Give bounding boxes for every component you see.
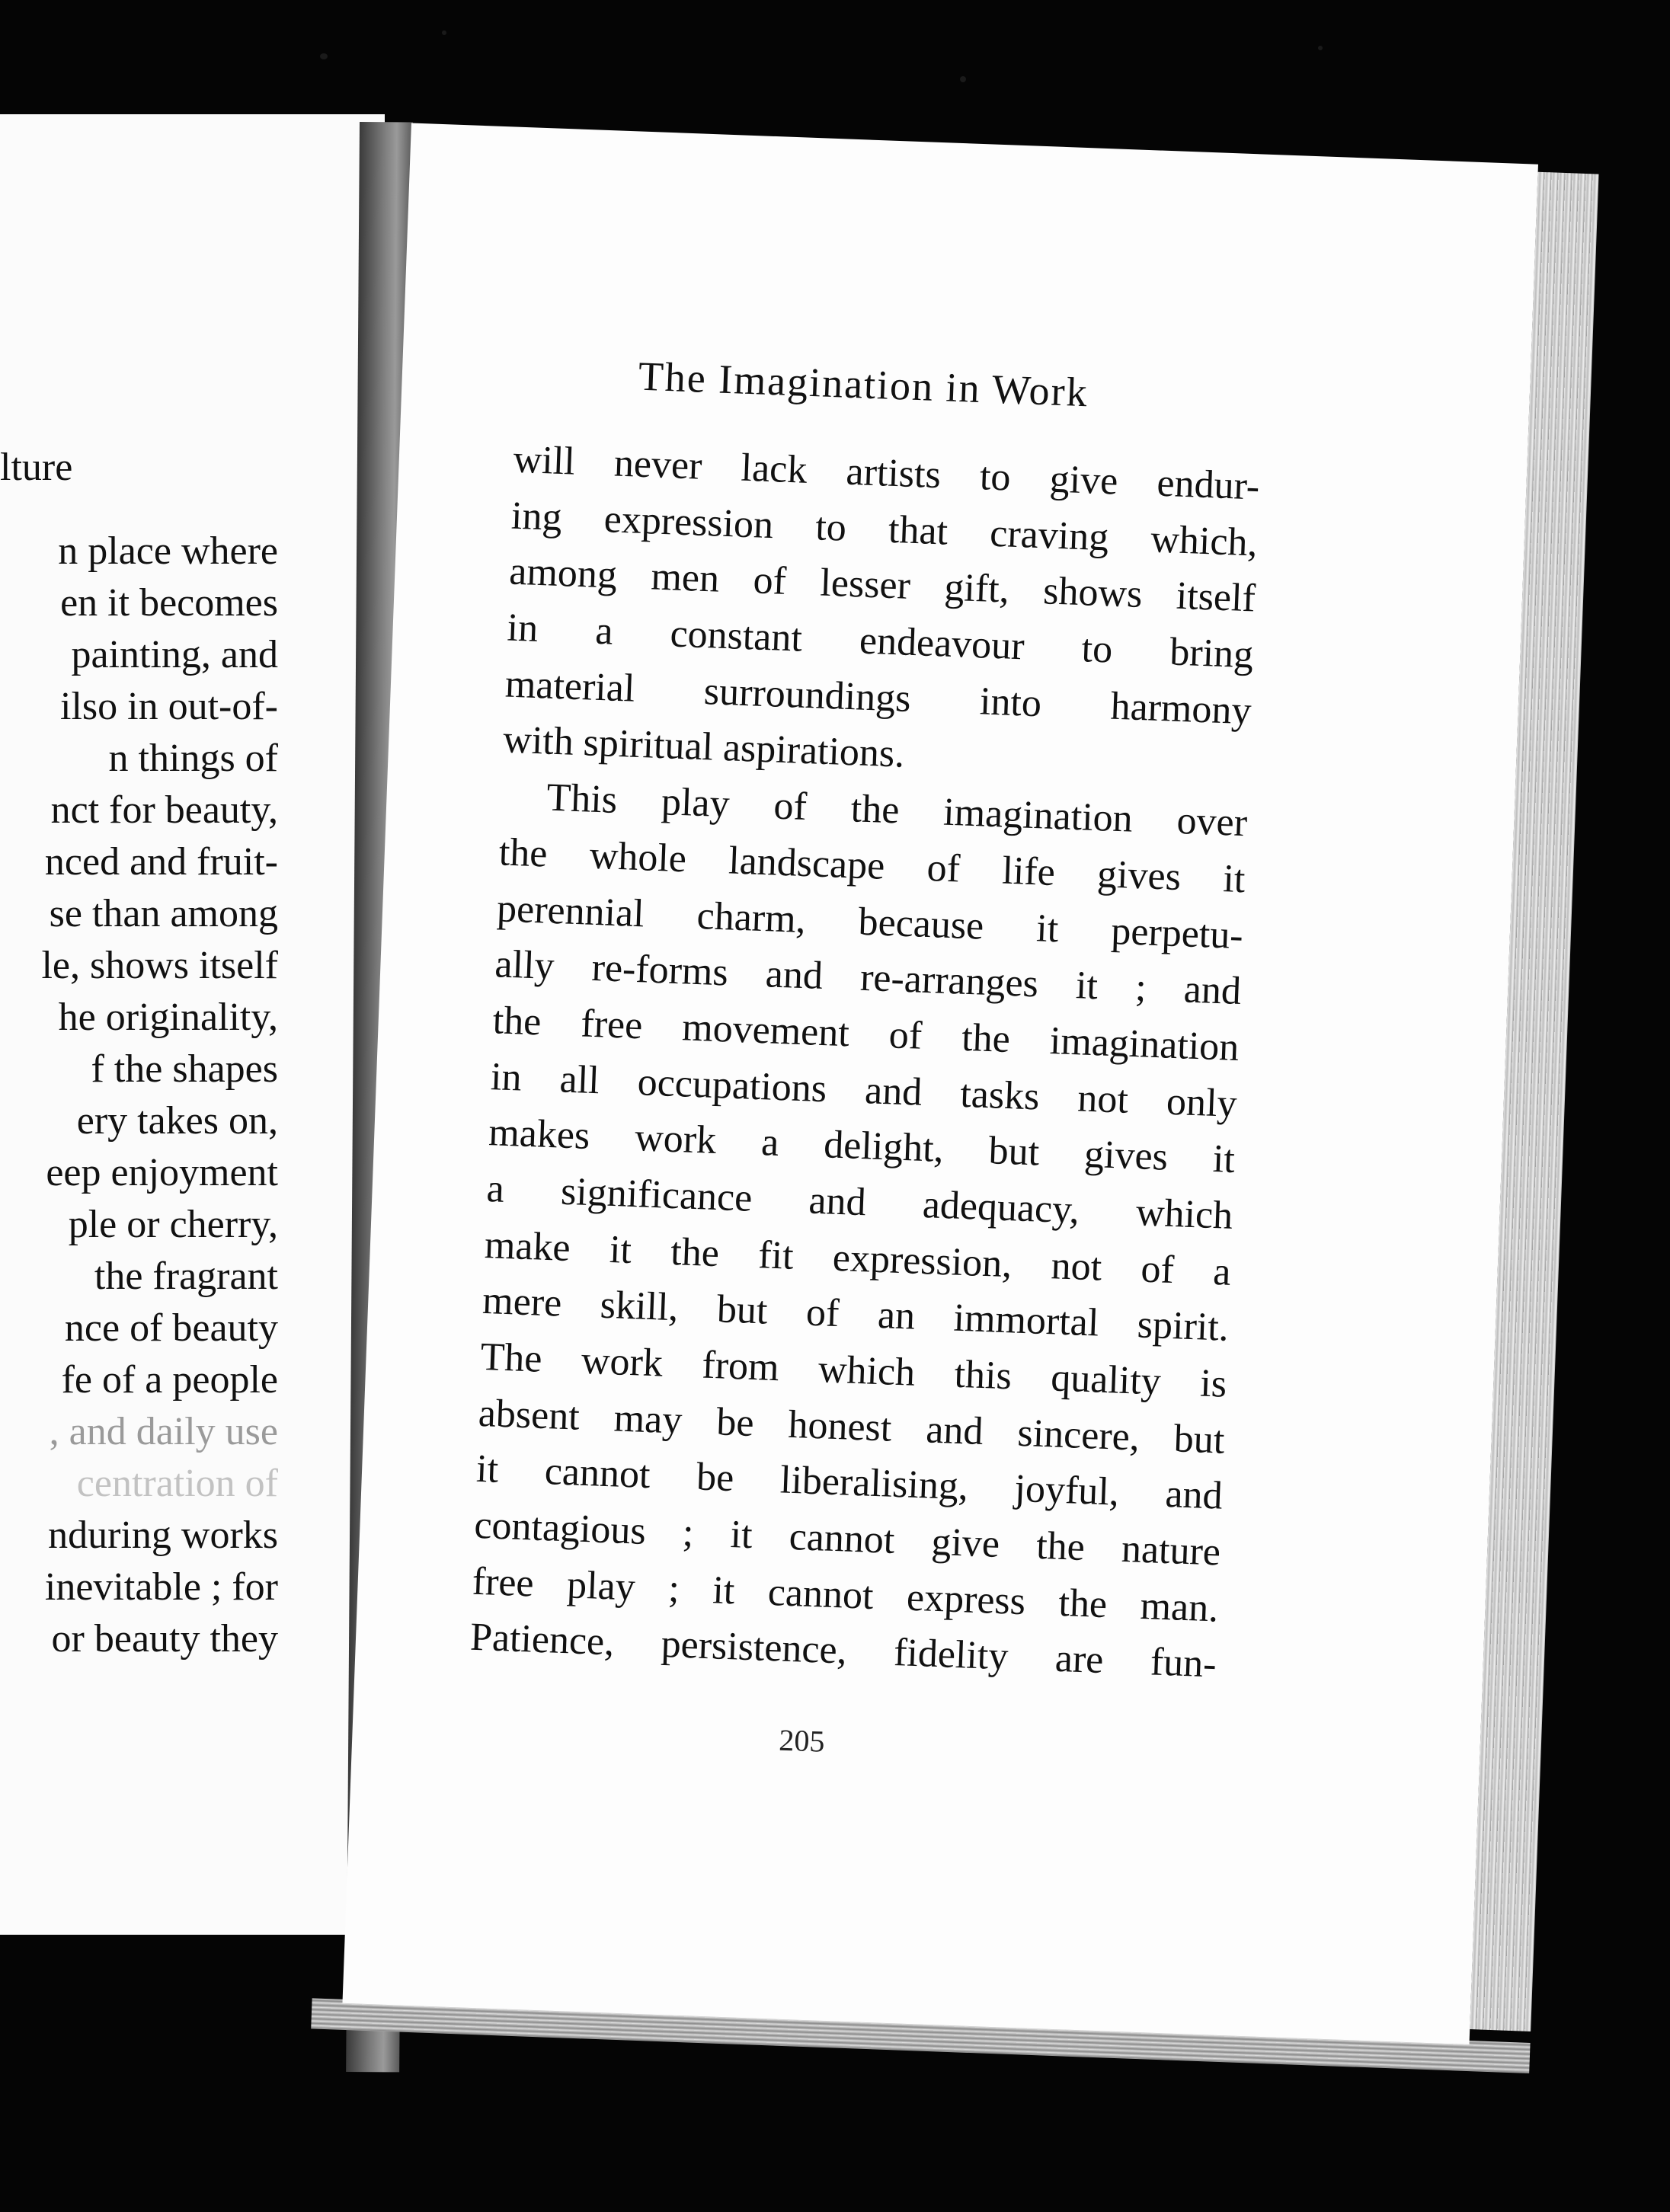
left-line: ilso in out-of- — [60, 685, 278, 728]
body-line: makes work a delight, but gives it — [488, 1111, 1236, 1182]
left-line: eep enjoyment — [46, 1151, 278, 1194]
body-line: in all occupations and tasks not only — [490, 1054, 1238, 1126]
left-line: the fragrant — [94, 1255, 278, 1298]
left-line: n place where — [58, 529, 278, 573]
scan-speck — [1318, 46, 1323, 50]
body-line: The work from which this quality is — [479, 1335, 1228, 1406]
left-line: centration of — [76, 1462, 278, 1505]
body-line: it cannot be liberalising, joyful, and — [475, 1447, 1224, 1519]
body-line: This play of the imagination over — [545, 775, 1249, 845]
body-line: material surroundings into harmony — [504, 662, 1252, 734]
left-running-head: lture — [0, 446, 73, 489]
body-line: among men of lesser gift, shows itself — [508, 549, 1256, 621]
left-page-text — [0, 526, 278, 1665]
body-line: perennial charm, because it perpetu- — [496, 886, 1244, 957]
left-line: nce of beauty — [64, 1306, 278, 1350]
scan-speck — [960, 76, 966, 82]
left-line: , and daily use — [49, 1410, 278, 1453]
right-page-body — [469, 432, 1261, 1693]
body-line: ing expression to that craving which, — [510, 494, 1259, 565]
left-line: painting, and — [71, 633, 278, 676]
right-page-group — [309, 122, 1583, 2130]
scan-speck — [320, 53, 328, 59]
left-line: he originality, — [58, 996, 278, 1039]
body-line: make it the fit expression, not of a — [484, 1223, 1232, 1294]
left-line: inevitable ; for — [44, 1565, 278, 1609]
left-line: se than among — [49, 892, 278, 935]
body-line: a significance and adequacy, which — [485, 1166, 1234, 1238]
left-line: le, shows itself — [41, 944, 278, 987]
body-line: contagious ; it cannot give the nature — [473, 1503, 1221, 1574]
left-line: or beauty they — [51, 1617, 278, 1661]
body-line: in a constant endeavour to bring — [506, 606, 1255, 677]
right-page — [342, 123, 1538, 2044]
left-line: nced and fruit- — [44, 840, 278, 884]
left-line: ery takes on, — [76, 1099, 278, 1143]
body-line: free play ; it cannot express the man. — [471, 1559, 1220, 1631]
right-running-head: The Imagination in Work — [637, 353, 1089, 416]
left-line: n things of — [108, 737, 278, 780]
scan-speck — [442, 30, 446, 35]
body-line: Patience, persistence, fidelity are fun- — [469, 1616, 1217, 1686]
left-line: en it becomes — [60, 581, 278, 625]
left-line: fe of a people — [61, 1358, 278, 1402]
body-line: the free movement of the imagination — [491, 999, 1240, 1069]
page-number: 205 — [778, 1722, 826, 1759]
left-line: nct for beauty, — [50, 788, 278, 832]
body-line: with spiritual aspirations. — [502, 718, 906, 777]
body-line: mere skill, but of an immortal spirit. — [481, 1279, 1230, 1351]
body-line: will never lack artists to give endur- — [512, 437, 1261, 509]
left-line: f the shapes — [91, 1047, 278, 1091]
body-line: the whole landscape of life gives it — [497, 830, 1246, 902]
body-line: absent may be honest and sincere, but — [477, 1391, 1226, 1462]
left-line: ple or cherry, — [68, 1203, 278, 1246]
body-line: ally re-forms and re-arranges it ; and — [494, 942, 1242, 1014]
left-line: nduring works — [48, 1514, 278, 1557]
